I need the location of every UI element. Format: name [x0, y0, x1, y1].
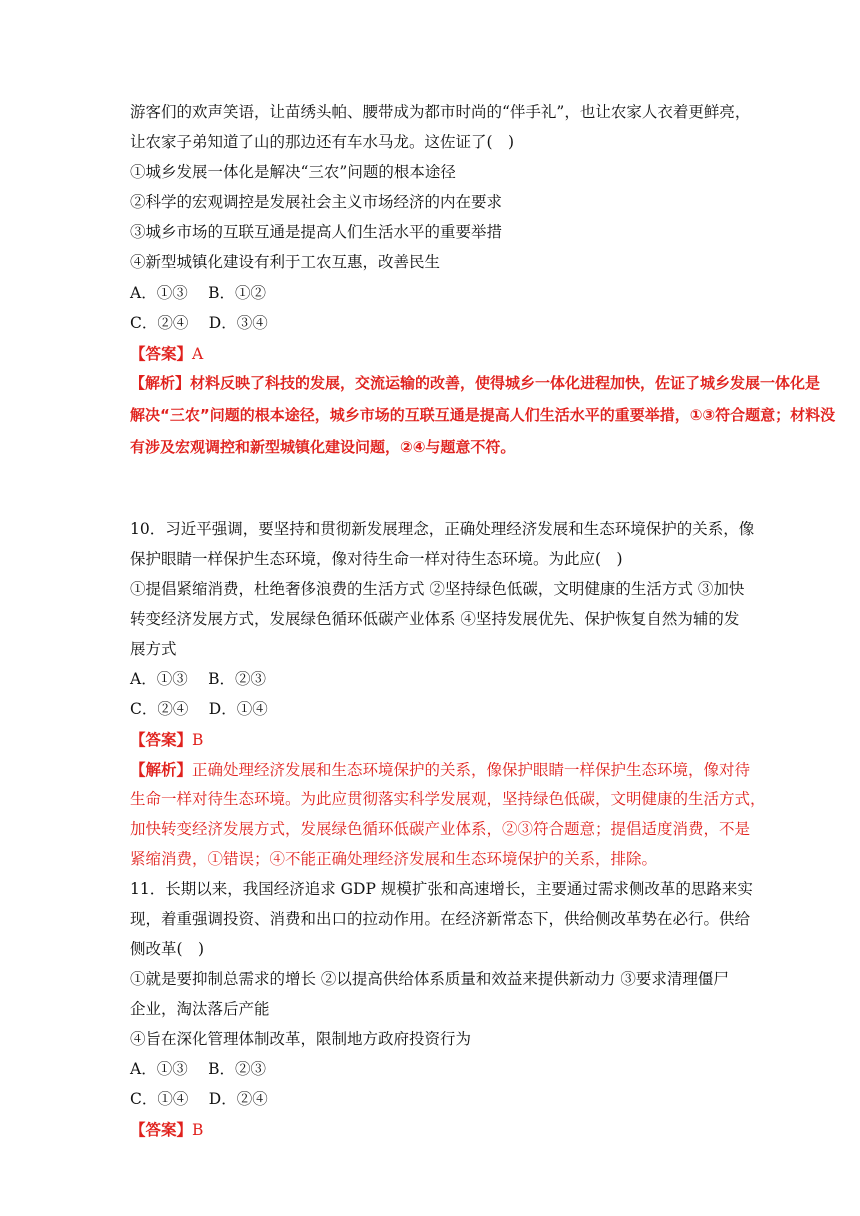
q11-choices-ab: A．①③ B．②③	[130, 1060, 267, 1078]
q10-options-line-3: 展方式	[130, 640, 177, 658]
q10-stem-line-2: 保护眼睛一样保护生态环境，像对待生命一样对待生态环境。为此应( )	[130, 550, 623, 568]
q11-answer	[130, 1115, 735, 1144]
q10-analysis-line-2: 生命一样对待生态环境。为此应贯彻落实科学发展观，坚持绿色低碳，文明健康的生活方式，	[130, 790, 766, 808]
q9-stem-line-2: 让农家子弟知道了山的那边还有车水马龙。这佐证了( )	[130, 133, 515, 151]
q11-stem-line-1: 11．长期以来，我国经济追求 GDP 规模扩张和高速增长，主要通过需求侧改革的思路来实	[130, 880, 753, 898]
q10-choices-ab: A．①③ B．②③	[130, 670, 267, 688]
q9-analysis-line-2: 解决“三农”问题的根本途径，城乡市场的互联互通是提高人们生活水平的重要举措，①③符合题意；材料没	[130, 406, 836, 424]
q10-answer	[130, 725, 735, 754]
q9-option-4: ④新型城镇化建设有利于工农互惠，改善民生	[130, 253, 441, 271]
q10-options-line-1: ①提倡紧缩消费，杜绝奢侈浪费的生活方式 ②坚持绿色低碳，文明健康的生活方式 ③加快	[130, 580, 745, 598]
q9-analysis-line-3: 有涉及宏观调控和新型城镇化建设问题，②④与题意不符。	[130, 438, 516, 456]
q9-option-2: ②科学的宏观调控是发展社会主义市场经济的内在要求	[130, 193, 503, 211]
answer-tag: 【答案】	[130, 344, 193, 363]
q10-analysis-line-1	[130, 755, 751, 784]
q9-choices-cd: C．②④ D．③④	[130, 314, 268, 332]
q10-analysis-line-3: 加快转变经济发展方式，发展绿色循环低碳产业体系，②③符合题意；提倡适度消费，不是	[130, 820, 751, 838]
answer-tag: 【答案】	[130, 730, 193, 749]
q10-analysis-line-4: 紧缩消费，①错误；④不能正确处理经济发展和生态环境保护的关系，排除。	[130, 850, 658, 868]
answer-value: A	[192, 345, 204, 363]
analysis-tag: 【解析】	[130, 760, 193, 779]
q11-stem-line-2: 现，着重强调投资、消费和出口的拉动作用。在经济新常态下，供给侧改革势在必行。供给	[130, 910, 751, 928]
q9-answer	[130, 339, 735, 368]
q11-options-line-3: ④旨在深化管理体制改革，限制地方政府投资行为	[130, 1030, 472, 1048]
q11-options-line-2: 企业，淘汰落后产能	[130, 1000, 270, 1018]
q11-options-line-1: ①就是要抑制总需求的增长 ②以提高供给体系质量和效益来提供新动力 ③要求清理僵尸	[130, 970, 729, 988]
answer-value: B	[192, 1121, 204, 1139]
q9-option-1: ①城乡发展一体化是解决“三农”问题的根本途径	[130, 163, 456, 181]
q9-option-3: ③城乡市场的互联互通是提高人们生活水平的重要举措	[130, 223, 503, 241]
analysis-text: 正确处理经济发展和生态环境保护的关系，像保护眼睛一样保护生态环境，像对待	[192, 761, 751, 779]
q9-analysis	[130, 367, 836, 463]
answer-tag: 【答案】	[130, 1120, 193, 1139]
q10-choices-cd: C．②④ D．①④	[130, 700, 268, 718]
q10-options-line-2: 转变经济发展方式，发展绿色循环低碳产业体系 ④坚持发展优先、保护恢复自然为辅的发	[130, 610, 740, 628]
q10-stem-line-1: 10．习近平强调，要坚持和贯彻新发展理念，正确处理经济发展和生态环境保护的关系，像	[130, 520, 755, 538]
answer-value: B	[192, 731, 204, 749]
q9-analysis-line-1: 【解析】材料反映了科技的发展，交流运输的改善，使得城乡一体化进程加快，佐证了城乡发展一体化是	[130, 374, 821, 392]
q9-stem-line-1: 游客们的欢声笑语，让苗绣头帕、腰带成为都市时尚的“伴手礼”，也让农家人衣着更鲜亮，	[130, 103, 751, 121]
q11-choices-cd: C．①④ D．②④	[130, 1090, 268, 1108]
q11-stem-line-3: 侧改革( )	[130, 940, 205, 958]
q9-choices-ab: A．①③ B．①②	[130, 284, 267, 302]
